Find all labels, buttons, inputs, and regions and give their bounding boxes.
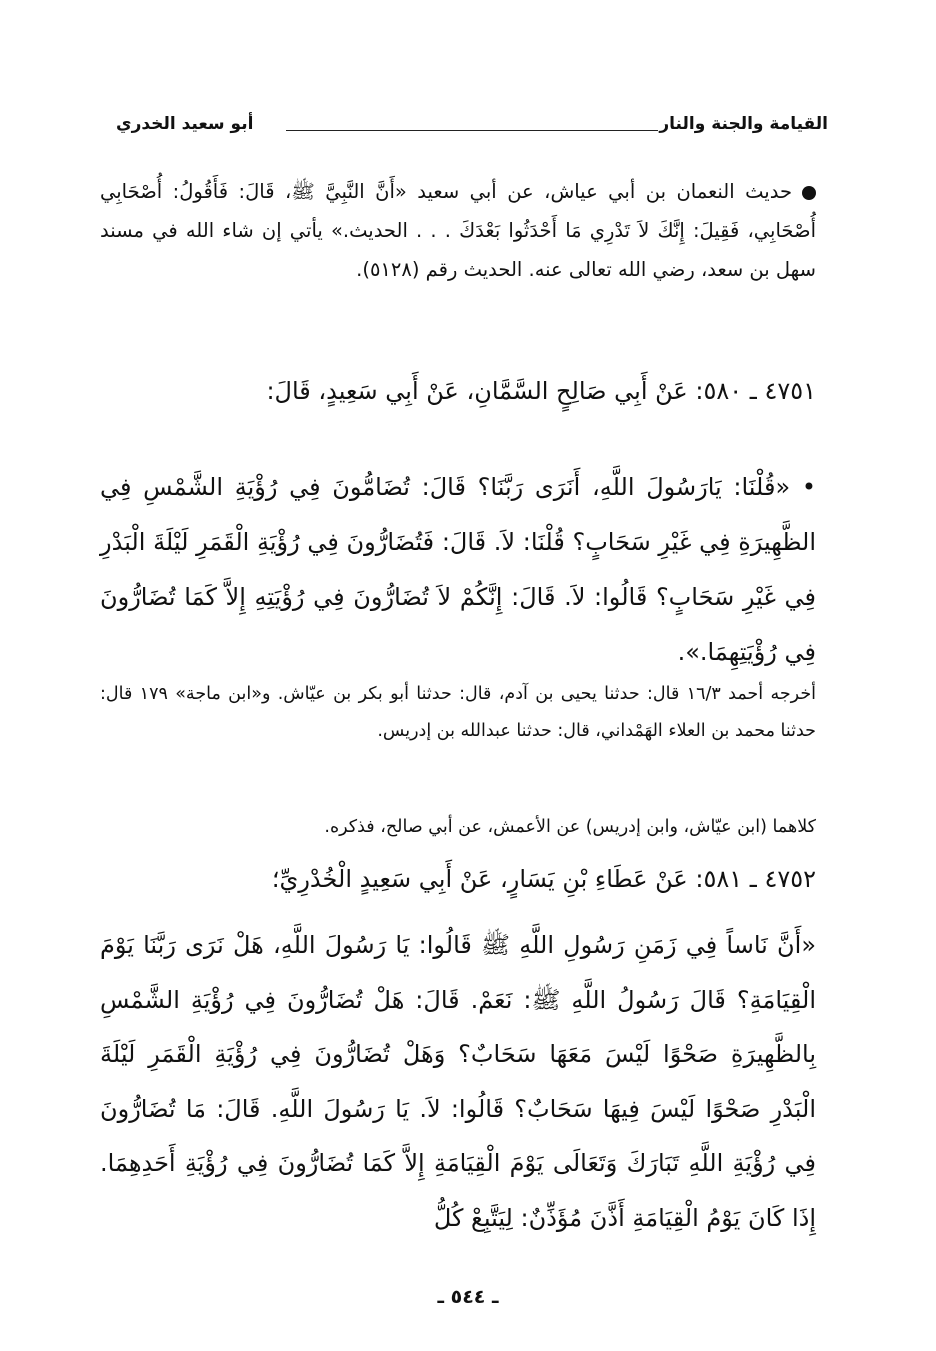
hadith-4752-heading: ٤٧٥٢ ـ ٥٨١: عَنْ عَطَاءِ بْنِ يَسَارٍ، عَنْ أَبِي سَعِيدٍ الْخُدْرِيِّ؛ <box>271 865 816 893</box>
book-title: القيامة والجنة والنار <box>659 114 828 134</box>
header-rule <box>286 130 658 131</box>
hadith-4751-text: • «قُلْنَا: يَارَسُولَ اللَّهِ، أَنَرَى رَبَّنَا؟ قَالَ: تُضَامُّونَ فِي رُؤْيَةِ الشَّمْسِ فِي الظَّهِيرَةِ فِي غَيْرِ سَحَابٍ؟ قُلْنَا: لاَ. قَالَ: فَتُضَارُّونَ فِي رُؤْيَةِ الْقَمَرِ لَيْلَةَ الْبَدْرِ فِي غَيْرِ سَحَابٍ؟ قَالُوا: لاَ. قَالَ: إِنَّكُمْ لاَ تُضَارُّونَ فِي رُؤْيَتِهِ إِلاَّ كَمَا تُضَارُّونَ فِي رُؤْيَتِهِمَا.». <box>100 473 816 666</box>
note-paragraph <box>100 172 816 289</box>
running-header <box>108 108 828 142</box>
hadith-4751-source: أخرجه أحمد ١٦/٣ قال: حدثنا يحيى بن آدم، قال: حدثنا أبو بكر بن عيّاش. و«ابن ماجة» ١٧٩ قال: حدثنا محمد بن العلاء الهَمْداني، قال: حدثنا عبدالله بن إدريس. <box>100 684 816 741</box>
note-text: حديث النعمان بن أبي عياش، عن أبي سعيد «أَنَّ النَّبِيَّ ﷺ، قَالَ: فَأَقُولُ: أُصْحَابِي أُصْحَابِي، فَقِيلَ: إِنَّكَ لاَ تَدْرِي مَا أَحْدَثُوا بَعْدَكَ . . . الحديث.» يأتي إن شاء الله في مسند سهل بن سعد، رضي الله تعالى عنه. الحديث رقم (٥١٢٨). <box>100 180 816 281</box>
page-number: ـ ٥٤٤ ـ <box>437 1286 499 1308</box>
hadith-4752-text: «أَنَّ نَاساً فِي زَمَنِ رَسُولِ اللَّهِ ﷺ قَالُوا: يَا رَسُولَ اللَّهِ، هَلْ نَرَى رَبَّنَا يَوْمَ الْقِيَامَةِ؟ قَالَ رَسُولُ اللَّهِ ﷺ: نَعَمْ. قَالَ: هَلْ تُضَارُّونَ فِي رُؤْيَةِ الشَّمْسِ بِالظَّهِيرَةِ صَحْوًا لَيْسَ مَعَهَا سَحَابٌ؟ وَهَلْ تُضَارُّونَ فِي رُؤْيَةِ الْقَمَرِ لَيْلَةَ الْبَدْرِ صَحْوًا لَيْسَ فِيهَا سَحَابٌ؟ قَالُوا: لاَ. يَا رَسُولَ اللَّهِ. قَالَ: مَا تُضَارُّونَ فِي رُؤْيَةِ اللَّهِ تَبَارَكَ وَتَعَالَى يَوْمَ الْقِيَامَةِ إِلاَّ كَمَا تُضَارُّونَ فِي رُؤْيَةِ أَحَدِهِمَا. إِذَا كَانَ يَوْمُ الْقِيَامَةِ أَذَّنَ مُؤَذِّنٌ: لِيَتَّبِعْ كُلُّ <box>100 931 816 1232</box>
hadith-4751-heading: ٤٧٥١ ـ ٥٨٠: عَنْ أَبِي صَالِحٍ السَّمَّانِ، عَنْ أَبِي سَعِيدٍ، قَالَ: <box>266 377 816 405</box>
hadith-4751-source-summary: كلاهما (ابن عيّاش، وابن إدريس) عن الأعمش، عن أبي صالح، فذكره. <box>324 817 816 837</box>
bullet-icon <box>802 186 816 200</box>
section-title: أبو سعيد الخدري <box>116 114 254 134</box>
